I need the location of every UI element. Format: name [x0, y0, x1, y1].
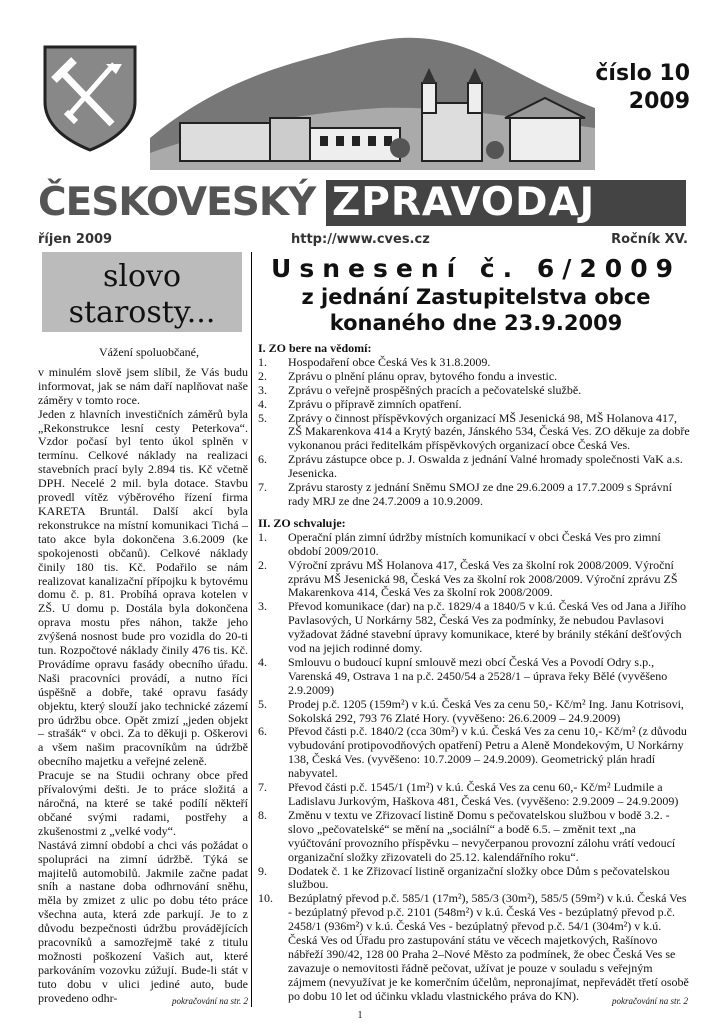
list-item [258, 600, 690, 656]
item-number: 4. [258, 396, 267, 411]
item-number: 9. [258, 863, 267, 878]
item-number: 7. [258, 780, 267, 795]
masthead-left-text: ČESKOVESKÝ [38, 180, 316, 225]
section-heading: I. ZO bere na vědomí: [258, 341, 372, 355]
list-item [258, 384, 690, 398]
item-text: Zprávu o veřejně prospěšných pracích a pečovatelské službě. [288, 382, 582, 397]
coat-of-arms-icon [40, 42, 140, 152]
masthead-right-text: ZPRAVODAJ [326, 180, 686, 226]
item-text: Převod komunikace (dar) na p.č. 1829/4 a 1840/5 v k.ú. Česká Ves od Jana a Jiřího Pavlasových, U Norkárny 582, Česká Ves za podmínky, že nebudou Pavlasovi vyžadovat žádné stavební úpravy komunikace, které by bránily stékání dešťových vod na jejich rodinné domy. [288, 599, 687, 656]
item-number: 4. [258, 654, 267, 669]
issue-number-text: číslo 10 [595, 61, 690, 86]
paragraph: Pracuje se na Studii ochrany obce před přívalovými dešti. Je to práce složitá a náročná, na které se také podílí někteří občané svými radami, postřehy a zkušenostmi z „velké vody“. [38, 768, 248, 838]
continued-note-right: pokračování na str. 2 [612, 996, 688, 1006]
list-item [258, 892, 690, 1003]
item-number: 1. [258, 354, 267, 369]
item-number: 2. [258, 368, 267, 383]
list-item [258, 481, 690, 509]
item-number: 6. [258, 724, 267, 739]
item-number: 5. [258, 410, 267, 425]
item-text: Zprávu starosty z jednání Sněmu SMOJ ze dne 29.6.2009 a 17.7.2009 s Správní rady MRJ ze dne 24.7.2009 a 10.9.2009. [288, 480, 672, 508]
header-info-line [38, 232, 688, 250]
item-number: 2. [258, 557, 267, 572]
list-item [258, 356, 690, 370]
item-text: Zprávu zástupce obce p. J. Oswalda z jednání Valné hromady společnosti VaK a.s. Jesenicka. [288, 452, 683, 481]
village-landscape-illustration [150, 28, 595, 170]
list-item [258, 370, 690, 384]
item-text: Převod části p.č. 1840/2 (cca 30m²) v k.ú. Česká Ves za cenu 10,- Kč/m² (z důvodu vybudování protipovodňových opatření) Petru a Aleně Mondekovým, U Norkárny 138, Česká Ves. (vyvěšeno: 10.7.2009 – 24.9.2009). Geometrický plán hradí nabyvatel. [288, 724, 687, 781]
list-item [258, 865, 690, 893]
item-text: Dodatek č. 1 ke Zřizovací listině organizační složky obce Dům s pečovatelskou službou. [288, 863, 670, 892]
item-number: 3. [258, 599, 267, 614]
item-number: 7. [258, 480, 267, 495]
issue-date: říjen 2009 [38, 232, 113, 247]
paragraph: v minulém slově jsem slíbil, že Vás budu informovat, jak se nám daří naplňovat naše záměry v tomto roce. [38, 364, 248, 407]
list-item [258, 453, 690, 481]
list-item [258, 531, 690, 559]
mayor-column [38, 346, 248, 1006]
slovo-starosty-box [42, 252, 242, 332]
item-text: Smlouvu o budoucí kupní smlouvě mezi obcí Česká Ves a Povodí Odry s.p., Varenská 49, Ostrava 1 na p.č. 2450/54 a 2528/1 – úprava řeky Bělé (vyvěšeno 2.9.2009) [288, 654, 668, 697]
item-text: Převod části p.č. 1545/1 (1m²) v k.ú. Česká Ves za cenu 60,- Kč/m² Ludmile a Ladislavu Jurkovým, Haškova 481, Česká Ves. (vyvěšeno: 2.9.2009 – 24.9.2009) [288, 780, 679, 808]
item-number: 10. [258, 891, 273, 906]
column-divider [251, 252, 252, 1007]
list-item [258, 559, 690, 601]
page-number: 1 [357, 1010, 363, 1021]
resolution-body [258, 342, 690, 1004]
item-number: 1. [258, 529, 267, 544]
list-item [258, 412, 690, 454]
slovo-heading-line1: slovo [102, 259, 182, 294]
item-text: Hospodaření obce Česká Ves k 31.8.2009. [288, 354, 491, 369]
list-item [258, 781, 690, 809]
volume-label: Ročník XV. [611, 232, 688, 247]
slovo-heading-line2: starosty... [68, 295, 216, 330]
issue-year-text: 2009 [628, 89, 690, 114]
section-heading: II. ZO schvaluje: [258, 515, 346, 530]
continued-note-left: pokračování na str. 2 [172, 996, 248, 1006]
item-text: Prodej p.č. 1205 (159m²) v k.ú. Česká Ves za cenu 50,- Kč/m² Ing. Janu Kotrisovi, Sokolská 292, 793 76 Zlaté Hory. (vyvěšeno: 26.6.2009 – 24.9.2009) [288, 696, 684, 725]
list-item [258, 656, 690, 698]
item-number: 5. [258, 696, 267, 711]
item-number: 3. [258, 382, 267, 397]
article-title [262, 254, 690, 336]
item-text: Zprávu o přípravě zimních opatření. [288, 396, 462, 411]
list-item [258, 809, 690, 865]
item-text: Zprávy o činnost příspěvkových organizací MŠ Jesenická 98, MŠ Holanova 417, ZŠ Makarenkova 414 a Krytý bazén, Jánského 534, Česká Ves. ZO děkuje za dobře vykonanou práci ředitelkám příspěvkových organizací obce Česká Ves. [288, 410, 690, 453]
item-number: 8. [258, 807, 267, 822]
article-title-line1: Usnesení č. 6/2009 [271, 254, 681, 283]
list-item [258, 398, 690, 412]
list-item [258, 698, 690, 726]
issue-number [570, 60, 690, 116]
masthead [38, 180, 688, 230]
item-text: Operační plán zimní údržby místních komunikací v obci Česká Ves pro zimní období 2009/2010. [288, 529, 661, 558]
article-title-line2: z jednání Zastupitelstva obce [301, 285, 651, 309]
item-text: Změnu v textu ve Zřizovací listině Domu s pečovatelskou službou v bodě 3.2. - slovo „pečovatelské“ se mění na „sociální“ a bodě 6.5. – změnit text „na vyúčtování provozního příspěvku – nevyčerpanou provozní zálohu vrátí vedoucí organizační složky zřizovateli do 25.12. kalendářního roku“. [288, 807, 676, 864]
website-url[interactable]: http://www.cves.cz [291, 232, 430, 247]
item-text: Výroční zprávu MŠ Holanova 417, Česká Ves za školní rok 2008/2009. Výroční zprávu MŠ Jesenická 98, Česká Ves za školní rok 2008/2009. Výroční zprávu ZŠ Makarenkova 414, Česká Ves za školní rok 2008/2009. [288, 557, 678, 600]
article-title-line3: konaného dne 23.9.2009 [329, 311, 623, 335]
paragraph: Jeden z hlavních investičních záměrů byla „Rekonstrukce lesní cesty Peterkova“. Vzdor počasí byl tento úkol splněn v termínu. Celkové náklady na realizaci stavebních prací byly 2.894 tis. Kč včetně DPH. Necelé 2 mil. byla dotace. Stavbu provedl vítěz výběrového řízení firma KARETA Bruntál. Další akcí byla rekonstrukce na místní komunikaci Tichá – tato akce byla dokončena 3.6.2009 (ke spokojenosti občanů). Celkové náklady činily 180 tis. Kč. Podařilo se nám realizovat kanalizační přípojku k bytovému domu č. p. 81. Probíhá oprava kotelen v ZŠ. U domu p. Dostála byla dokončena oprava mostu přes náhon, takže jeho zvýšená nosnost bude pro vozidla do 20-ti tun. Rozpočtové náklady činily 476 tis. Kč. Provádíme opravu fasády obecního úřadu. Naši pracovníci provádí, a nutno říci úspěšně a dobře, také opravu fasády objektu, který slouží jako technické zázemí pro údržbu obce. Opět zmizí „jeden objekt – strašák“ v obci. Za to děkuji p. Oškerovi a všem našim pracovníkům na údržbě obecního majetku a veřejné zeleně. [38, 406, 248, 769]
item-text: Bezúplatný převod p.č. 585/1 (17m²), 585/3 (30m²), 585/5 (59m²) v k.ú. Česká Ves - bezúplatný převod p.č. 2101 (548m²) v k.ú. Česká Ves - bezúplatný převod p.č. 2458/1 (936m²) v k.ú. Česká Ves - bezúplatný převod p.č. 54/1 (304m²) v k.ú. Česká Ves od Úřadu pro zastupování státu ve věcech majetkových, Rašínovo nábřeží 390/42, 128 00 Praha 2–Nové Město za podmínek, že obec Česká Ves se zavazuje o nemovitosti řádně pečovat, užívat je pouze v souladu s veřejným zájmem (nevyužívat je ke komerčním účelům, nepronajímat, nepřevádět třetí osobě po dobu 10 let od účinku vkladu vlastnického práva do KN). [288, 891, 689, 1003]
paragraph: Nastává zimní období a chci vás požádat o spolupráci na zimní údržbě. Týká se majitelů automobilů. Jakmile začne padat sníh a nastane doba odhrnování sněhu, měla by zmizet z ulic po dobu této práce všechna auta, která zde parkují. Je to z důvodu bezpečnosti údržbu provádějících pracovníků a samozřejmě také z titulu možnosti poškození Vašich aut, které parkováním vozovku zúžují. Bude-li stát v tuto dobu v ulici jediné auto, bude provedeno odhr- [38, 837, 248, 1005]
greeting: Vážení spoluobčané, [99, 345, 199, 359]
item-text: Zprávu o plnění plánu oprav, bytového fondu a investic. [288, 368, 558, 383]
item-number: 6. [258, 452, 267, 467]
list-item [258, 725, 690, 781]
